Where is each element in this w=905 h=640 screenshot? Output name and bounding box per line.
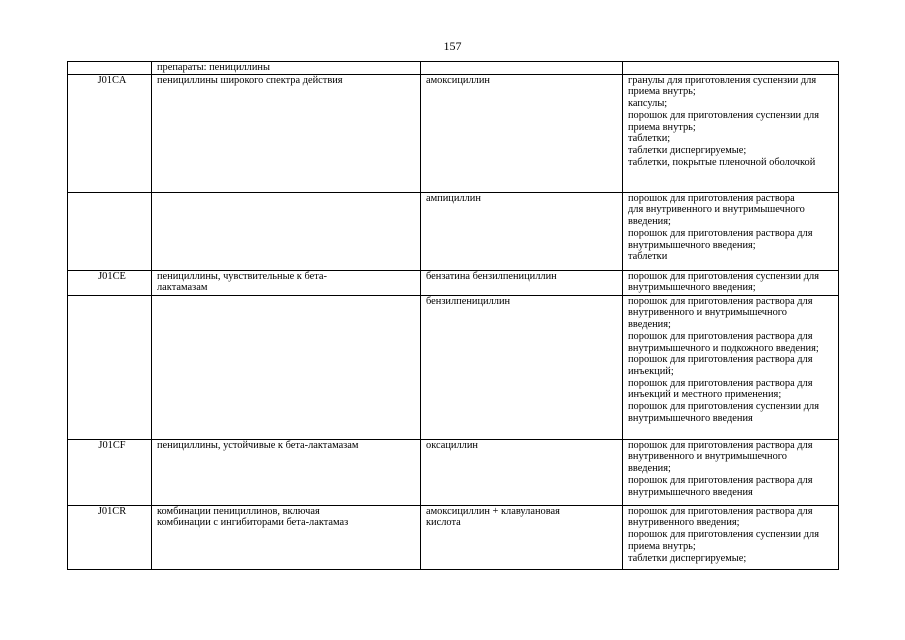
text-line: гранулы для приготовления суспензии для	[628, 74, 817, 86]
drug-name-cell	[421, 505, 623, 569]
group-name-cell	[152, 505, 421, 569]
text-line: таблетки диспергируемые;	[628, 552, 747, 564]
text-line: внутривенного и внутримышечного	[628, 307, 787, 319]
atc-code-cell	[68, 62, 152, 75]
drug-table	[67, 61, 839, 570]
table-row	[68, 505, 839, 569]
text-line: внутримышечного введения;	[628, 282, 756, 294]
dosage-forms-cell	[623, 295, 839, 439]
text-line: приема внутрь;	[628, 86, 696, 98]
text-line: для внутривенного и внутримышечного	[628, 204, 805, 216]
text-line: ампициллин	[426, 192, 481, 204]
text-line: внутривенного и внутримышечного	[628, 451, 787, 463]
dosage-forms-cell	[623, 192, 839, 270]
atc-code-cell	[68, 295, 152, 439]
table-row	[68, 192, 839, 270]
text-line: комбинации с ингибиторами бета-лактамаз	[157, 517, 349, 529]
text-line: приема внутрь;	[628, 540, 696, 552]
text-line: пенициллины, чувствительные к бета-	[157, 270, 327, 282]
text-line: порошок для приготовления раствора для	[628, 227, 813, 239]
dosage-forms-cell	[623, 62, 839, 75]
table-row	[68, 270, 839, 295]
text-line: внутримышечного введения;	[628, 239, 756, 251]
text-line: порошок для приготовления раствора для	[628, 354, 813, 366]
text-line: порошок для приготовления раствора для	[628, 295, 813, 307]
text-line: порошок для приготовления раствора для	[628, 505, 813, 517]
text-line: порошок для приготовления суспензии для	[628, 270, 819, 282]
text-line: таблетки;	[628, 133, 671, 145]
text-line: таблетки, покрытые пленочной оболочкой	[628, 156, 816, 168]
drug-name-cell	[421, 62, 623, 75]
text-line: внутримышечного и подкожного введения;	[628, 342, 819, 354]
text-line: бензатина бензилпенициллин	[426, 270, 557, 282]
text-line: порошок для приготовления раствора	[628, 192, 795, 204]
text-line: порошок для приготовления раствора для	[628, 330, 813, 342]
atc-code-cell: J01CR	[68, 505, 152, 569]
text-line: препараты: пенициллины	[157, 62, 270, 73]
group-name-cell	[152, 295, 421, 439]
text-line: приема внутрь;	[628, 121, 696, 133]
table-row	[68, 62, 839, 75]
atc-code-cell: J01CE	[68, 270, 152, 295]
atc-code-cell	[68, 192, 152, 270]
table-row	[68, 439, 839, 505]
group-name-cell	[152, 270, 421, 295]
table-row	[68, 295, 839, 439]
group-name-cell	[152, 192, 421, 270]
group-name-cell	[152, 439, 421, 505]
text-line: комбинации пенициллинов, включая	[157, 505, 320, 517]
drug-name-cell	[421, 439, 623, 505]
text-line: порошок для приготовления суспензии для	[628, 401, 819, 413]
text-line: амоксициллин	[426, 74, 490, 86]
text-line: пенициллины, устойчивые к бета-лактамазам	[157, 439, 359, 451]
text-line: порошок для приготовления раствора для	[628, 439, 813, 451]
text-line: таблетки диспергируемые;	[628, 144, 747, 156]
text-line: амоксициллин + клавулановая	[426, 505, 560, 517]
drug-name-cell	[421, 192, 623, 270]
page-number: 157	[443, 39, 462, 53]
text-line: инъекций и местного применения;	[628, 389, 782, 401]
text-line: порошок для приготовления раствора для	[628, 377, 813, 389]
text-line: внутримышечного введения	[628, 486, 753, 498]
dosage-forms-cell	[623, 270, 839, 295]
group-name-cell	[152, 62, 421, 75]
text-line: оксациллин	[426, 439, 478, 451]
dosage-forms-cell	[623, 439, 839, 505]
dosage-forms-cell	[623, 505, 839, 569]
text-line: бензилпенициллин	[426, 295, 511, 307]
drug-name-cell	[421, 295, 623, 439]
text-line: лактамазам	[157, 282, 208, 294]
text-line: капсулы;	[628, 98, 668, 110]
text-line: введения;	[628, 216, 671, 228]
atc-code-cell: J01CF	[68, 439, 152, 505]
text-line: пенициллины широкого спектра действия	[157, 74, 343, 86]
text-line: инъекций;	[628, 365, 674, 377]
drug-name-cell	[421, 74, 623, 192]
text-line: таблетки	[628, 251, 668, 263]
text-line: внутривенного введения;	[628, 517, 740, 529]
dosage-forms-cell	[623, 74, 839, 192]
text-line: внутримышечного введения	[628, 412, 753, 424]
drug-name-cell	[421, 270, 623, 295]
text-line: порошок для приготовления суспензии для	[628, 109, 819, 121]
text-line: порошок для приготовления раствора для	[628, 474, 813, 486]
text-line: кислота	[426, 517, 461, 529]
text-line: введения;	[628, 463, 671, 475]
atc-code-cell: J01CA	[68, 74, 152, 192]
group-name-cell	[152, 74, 421, 192]
table-row	[68, 74, 839, 192]
text-line: введения;	[628, 319, 671, 331]
text-line: порошок для приготовления суспензии для	[628, 529, 819, 541]
